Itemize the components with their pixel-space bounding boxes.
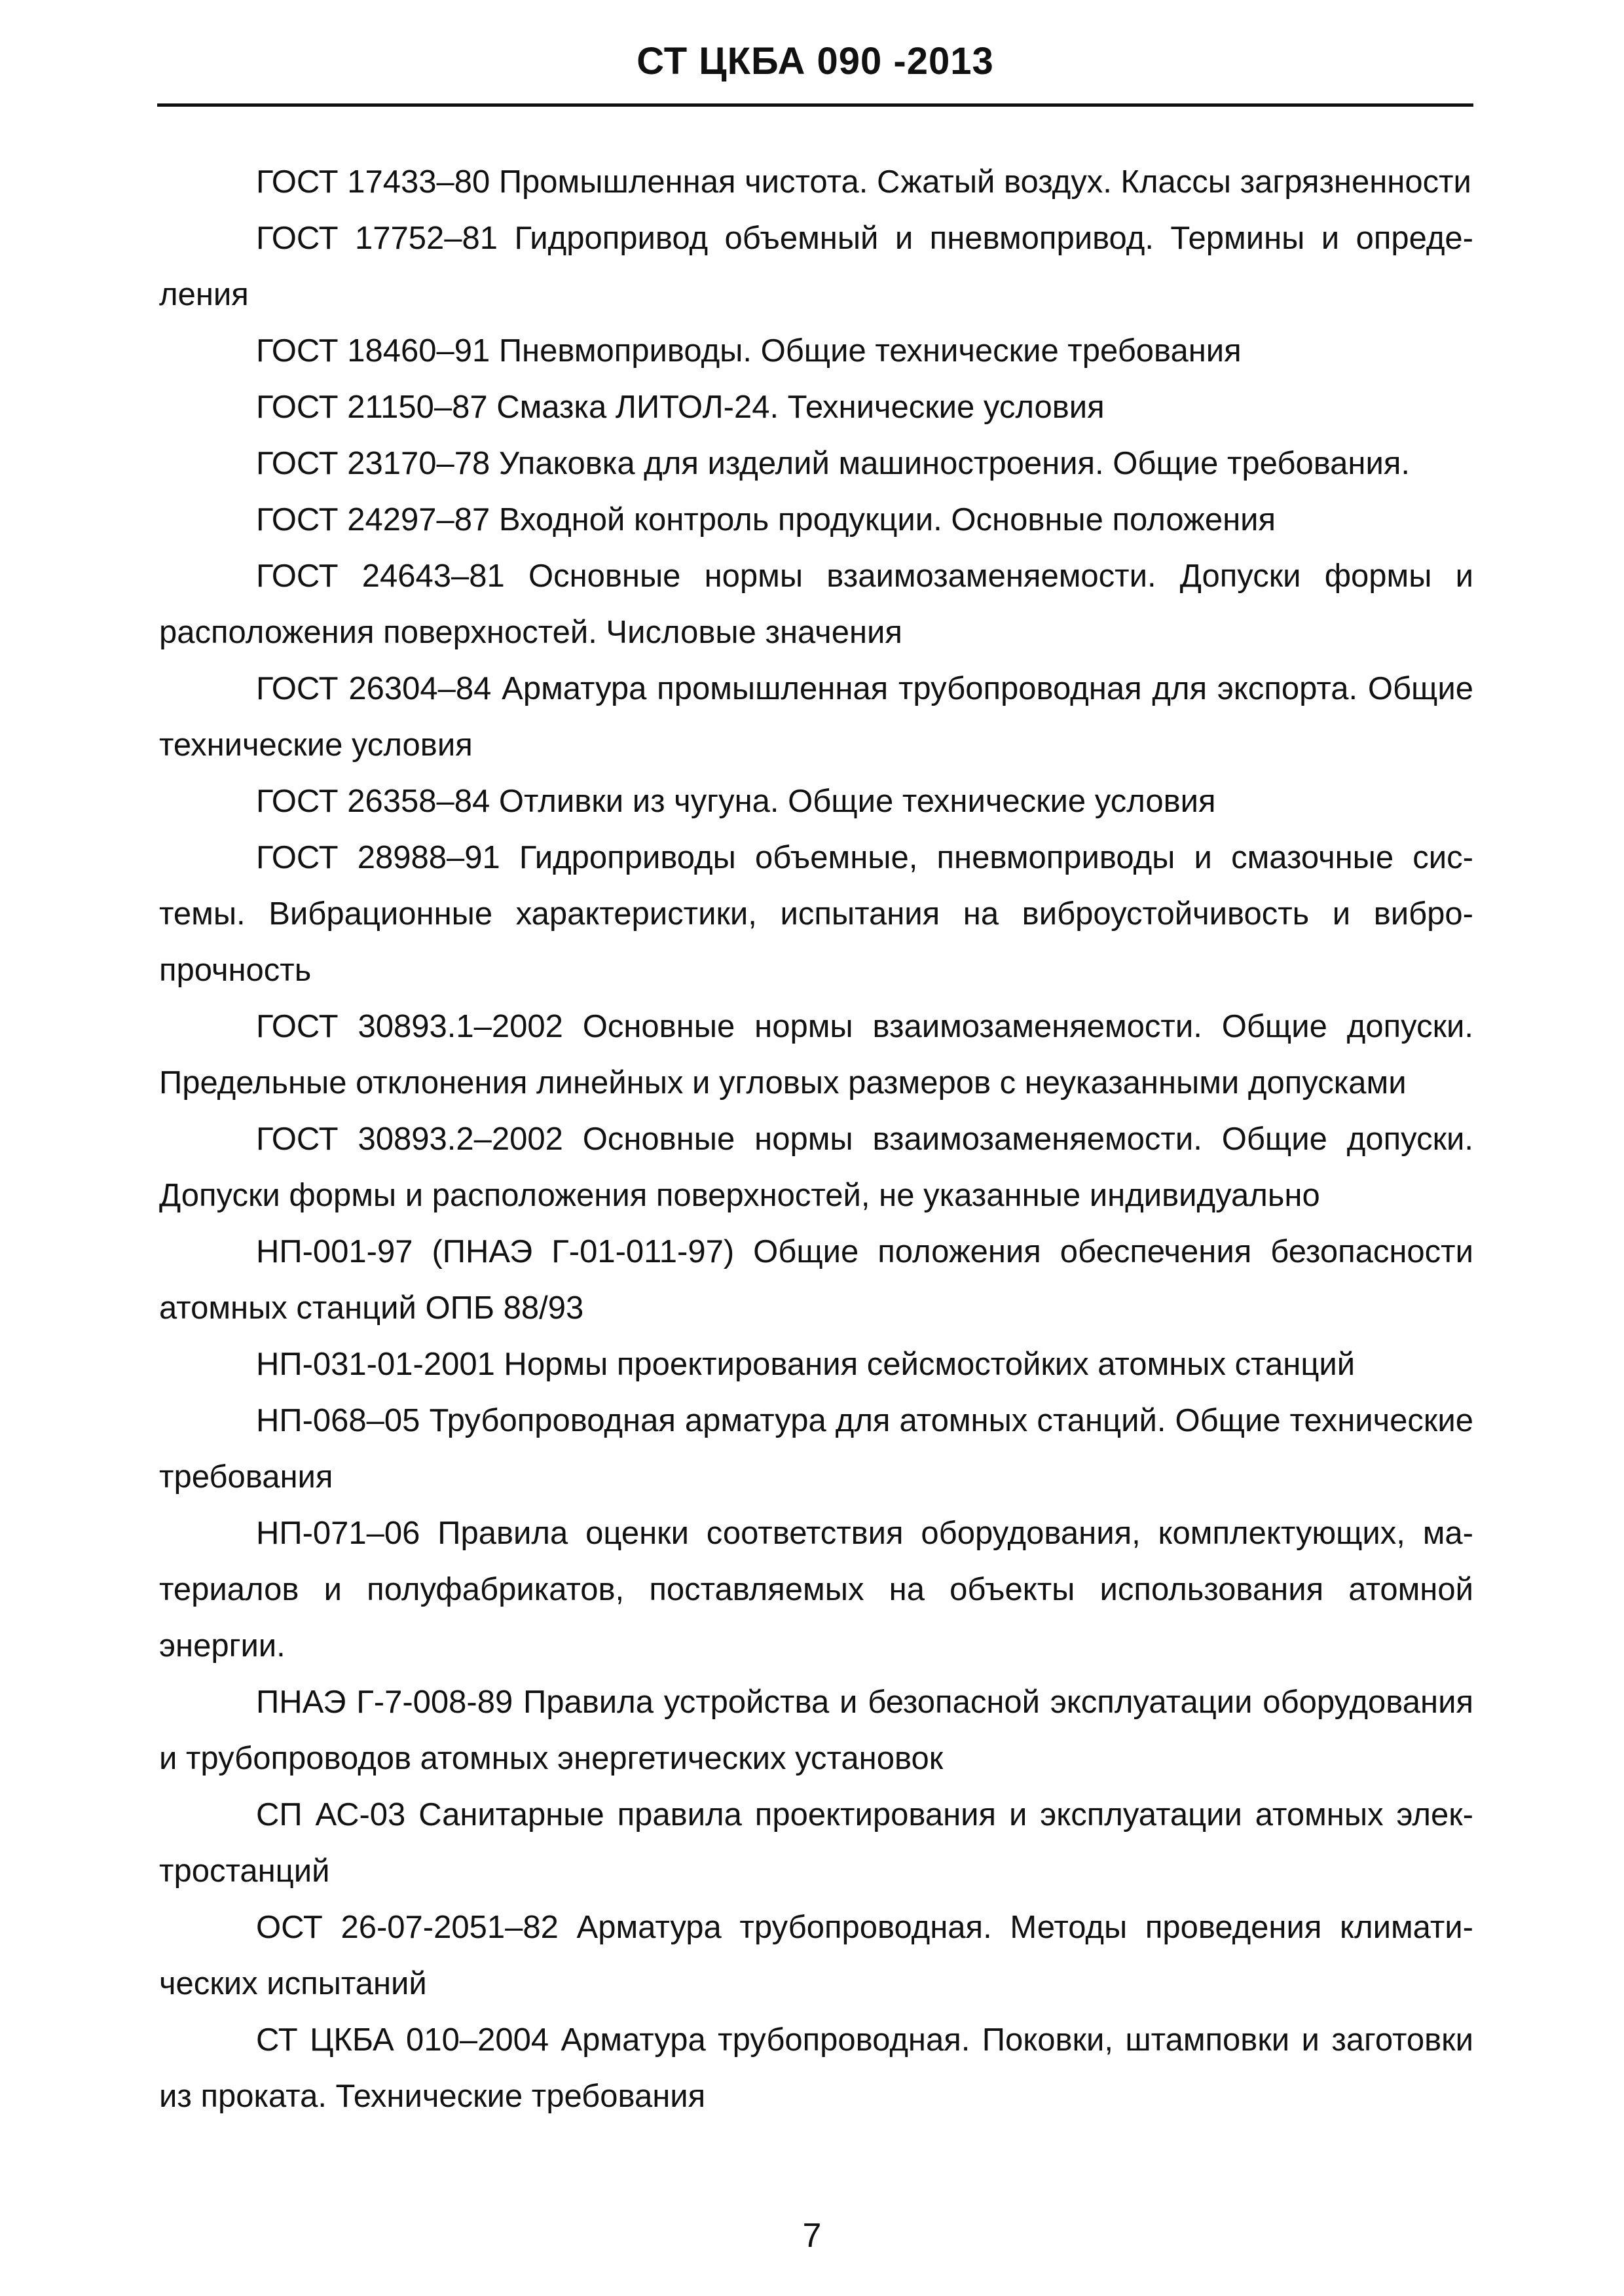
reference-entry: ГОСТ 26304–84 Арматура промышленная трубопроводная для экспорта. Общие технические условия <box>159 671 1473 763</box>
normative-references-list <box>159 154 1473 2124</box>
document-code-header: СТ ЦКБА 090 -2013 <box>637 40 994 82</box>
reference-entry: НП-001-97 (ПНАЭ Г-01-011-97) Общие положения обеспечения безопасности атомных станций ОПБ 88/93 <box>159 1234 1473 1326</box>
reference-entry: ГОСТ 30893.2–2002 Основные нормы взаимозаменяемости. Общие допуски. Допуски формы и расположения поверхностей, не указанные индивидуально <box>159 1121 1473 1213</box>
reference-entry: СТ ЦКБА 010–2004 Арматура трубопроводная. Поковки, штамповки и заготовки из проката. Технические требования <box>159 2022 1473 2114</box>
reference-entry: ГОСТ 28988–91 Гидроприводы объемные, пневмоприводы и смазочные системы. Вибрационные характеристики, испытания на виброустойчивость и вибропрочность <box>159 840 1473 988</box>
reference-entry: НП-031-01-2001 Нормы проектирования сейсмостойких атомных станций <box>256 1347 1356 1382</box>
reference-entry: ГОСТ 21150–87 Смазка ЛИТОЛ-24. Технические условия <box>256 390 1105 425</box>
reference-entry: ГОСТ 24297–87 Входной контроль продукции. Основные положения <box>256 502 1276 538</box>
header-divider <box>157 103 1473 107</box>
reference-entry: ГОСТ 18460–91 Пневмоприводы. Общие технические требования <box>256 333 1242 369</box>
reference-entry: ГОСТ 17752–81 Гидропривод объемный и пневмопривод. Термины и определения <box>159 221 1473 312</box>
reference-entry: НП-071–06 Правила оценки соответствия оборудования, комплектующих, материалов и полуфабрикатов, поставляемых на объекты использования атомной энергии. <box>159 1516 1473 1664</box>
reference-entry: ОСТ 26-07-2051–82 Арматура трубопроводная. Методы проведения климатических испытаний <box>159 1910 1473 2001</box>
reference-entry: СП АС-03 Санитарные правила проектирования и эксплуатации атомных электростанций <box>159 1797 1473 1889</box>
reference-entry: НП-068–05 Трубопроводная арматура для атомных станций. Общие технические требования <box>159 1403 1473 1495</box>
page-number: 7 <box>802 2217 822 2255</box>
reference-entry: ГОСТ 23170–78 Упаковка для изделий машиностроения. Общие требования. <box>256 446 1411 481</box>
reference-entry: ГОСТ 30893.1–2002 Основные нормы взаимозаменяемости. Общие допуски. Предельные отклонения линейных и угловых размеров с неуказанными допусками <box>159 1009 1473 1101</box>
reference-entry: ГОСТ 24643–81 Основные нормы взаимозаменяемости. Допуски формы и расположения поверхностей. Числовые значения <box>159 558 1473 650</box>
reference-entry: ПНАЭ Г-7-008-89 Правила устройства и безопасной эксплуатации оборудования и трубопроводов атомных энергетических установок <box>159 1685 1473 1776</box>
reference-entry: ГОСТ 17433–80 Промышленная чистота. Сжатый воздух. Классы загрязненности <box>256 164 1471 200</box>
reference-entry: ГОСТ 26358–84 Отливки из чугуна. Общие технические условия <box>256 784 1216 819</box>
